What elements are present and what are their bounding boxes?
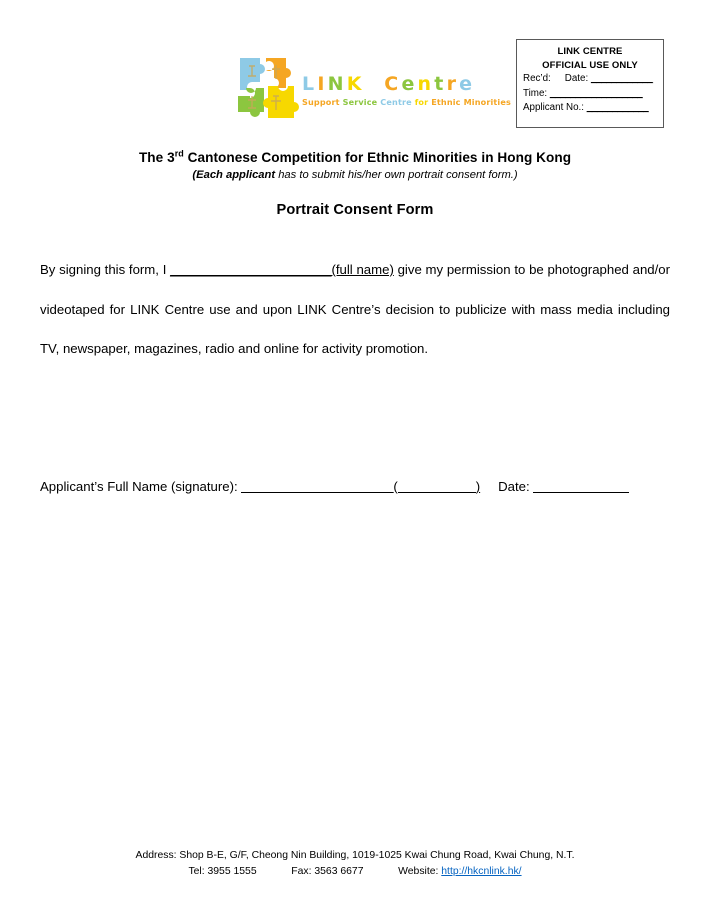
link-centre-logo [234,52,511,126]
page-title: Portrait Consent Form [276,202,434,218]
logo-tagline-text: Support Service Centre for Ethnic Minorities [302,97,511,107]
signature-paren-blank[interactable] [398,478,476,493]
full-name-blank[interactable]: ______________________ [170,262,332,277]
official-box-applicant-no-row [523,101,657,116]
official-box-title-line1: LINK CENTRE [557,46,623,57]
time-blank[interactable]: __________________ [549,87,643,99]
document-header [0,0,710,136]
signature-label: Applicant’s Full Name (signature): [40,479,238,494]
consent-text-start: By signing this form, I [40,262,171,277]
official-box-time-row [523,87,657,102]
signature-date-label: Date: [498,479,530,494]
date-label: Date: [564,73,589,84]
official-box-title-line2: OFFICIAL USE ONLY [542,59,638,71]
footer-website-label: Website: [398,865,442,877]
title-ordinal: rd [174,148,184,159]
date-blank[interactable]: ____________ [590,73,653,84]
four-piece-puzzle-icon [234,52,308,124]
official-box-recd-row [523,72,657,87]
signature-row [40,476,670,498]
footer-address: Address: Shop B-E, G/F, Cheong Nin Building, 1019-1025 Kwai Chung Road, Kwai Chung, N.T. [135,850,575,861]
subtitle-emphasis: (Each applicant [192,169,276,181]
signature-paren-close: ) [475,479,481,494]
footer-tel: Tel: 3955 1555 [188,865,257,877]
logo-wordmark-text: LINK Centre [302,73,476,95]
full-name-label: (full name) [331,262,394,277]
applicant-no-label: Applicant No.: [523,102,584,113]
consent-paragraph [40,250,670,369]
logo-wordmark [302,73,511,108]
signature-date-blank[interactable] [533,478,629,493]
footer-fax: Fax: 3563 6677 [291,865,364,877]
subtitle-rest: has to submit his/her own portrait consent form.) [275,169,518,181]
footer-contact-row [0,864,710,880]
applicant-no-blank[interactable]: ____________ [586,102,649,113]
consent-text-rest: give my permission to be photographed and/or videotaped for LINK Centre use and upon LINK Centre’s decision to publicize with mass media including TV, newspaper, magazines, radio and online for activity promotion. [40,262,671,356]
document-footer [0,848,710,879]
signature-name-blank[interactable] [241,478,393,493]
title-prefix: The 3 [138,150,175,165]
competition-title [0,148,710,167]
signature-paren-open: ( [393,479,398,494]
recd-label: Rec’d: [523,73,551,84]
time-label: Time: [523,87,548,99]
title-suffix: Cantonese Competition for Ethnic Minorities in Hong Kong [183,150,572,165]
footer-website-link[interactable]: http://hkcnlink.hk/ [441,865,522,877]
competition-subtitle [0,167,710,183]
official-use-box [516,39,664,128]
